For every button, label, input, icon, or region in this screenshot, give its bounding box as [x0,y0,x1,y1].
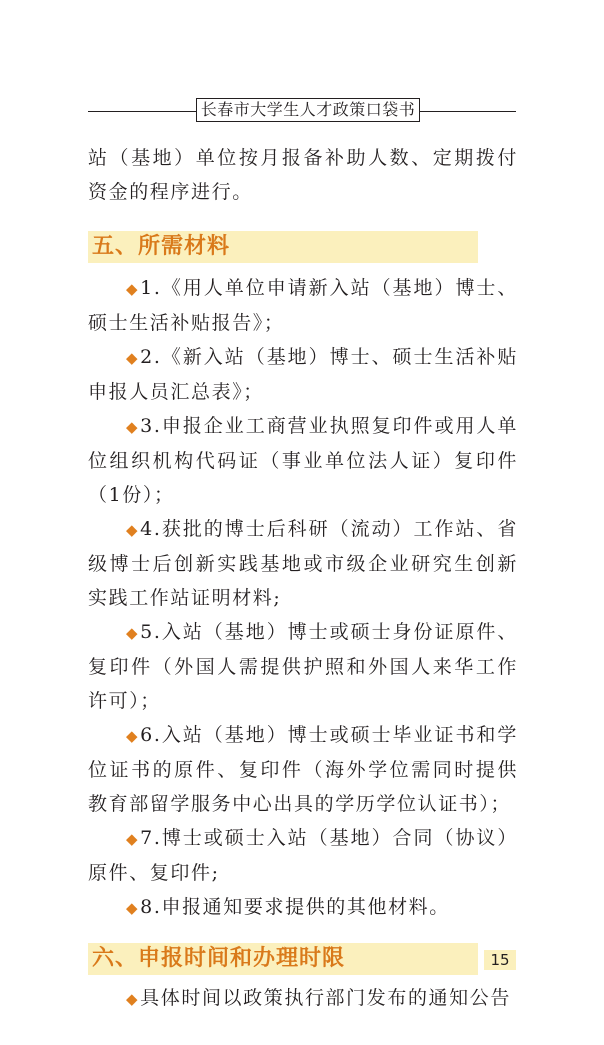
material-item-text: 7.博士或硕士入站（基地）合同（协议）原件、复印件; [88,827,518,884]
diamond-bullet-icon: ◆ [126,624,140,642]
header-title: 长春市大学生人才政策口袋书 [196,98,420,122]
material-item-1 [88,271,518,340]
schedule-item-1 [88,981,518,1016]
diamond-bullet-icon: ◆ [126,418,140,436]
material-item-6 [88,718,518,821]
material-item-2 [88,340,518,409]
material-item-8 [88,890,518,925]
diamond-bullet-icon: ◆ [126,830,140,848]
material-item-7 [88,821,518,890]
intro-paragraph: 站（基地）单位按月报备补助人数、定期拨付资金的程序进行。 [88,147,518,203]
material-item-5 [88,615,518,718]
schedule-item-text: 具体时间以政策执行部门发布的通知公告 [140,987,511,1009]
header-rule-right [420,111,516,112]
section-5-title: 五、所需材料 [88,231,478,263]
diamond-bullet-icon: ◆ [126,727,140,745]
material-item-text: 8.申报通知要求提供的其他材料。 [140,896,450,918]
diamond-bullet-icon: ◆ [126,349,140,367]
material-item-4 [88,512,518,615]
material-item-text: 2.《新入站（基地）博士、硕士生活补贴申报人员汇总表》； [88,346,518,403]
page-number: 15 [484,950,516,970]
material-item-3 [88,409,518,512]
header-rule-left [88,111,196,112]
material-item-text: 4.获批的博士后科研（流动）工作站、省级博士后创新实践基地或市级企业研究生创新实践工作站证明材料; [88,518,518,609]
material-item-text: 1.《用人单位申请新入站（基地）博士、硕士生活补贴报告》； [88,277,518,334]
material-item-text: 6.入站（基地）博士或硕士毕业证书和学位证书的原件、复印件（海外学位需同时提供教育部留学服务中心出具的学历学位认证书）； [88,724,518,815]
material-item-text: 5.入站（基地）博士或硕士身份证原件、复印件（外国人需提供护照和外国人来华工作许可）； [88,621,518,712]
material-item-text: 3.申报企业工商营业执照复印件或用人单位组织机构代码证（事业单位法人证）复印件（1份）； [88,415,518,506]
diamond-bullet-icon: ◆ [126,990,140,1008]
diamond-bullet-icon: ◆ [126,521,140,539]
page-content [88,141,518,1016]
diamond-bullet-icon: ◆ [126,280,140,298]
running-header [88,98,516,124]
diamond-bullet-icon: ◆ [126,899,140,917]
section-6-title: 六、申报时间和办理时限 [88,943,478,975]
